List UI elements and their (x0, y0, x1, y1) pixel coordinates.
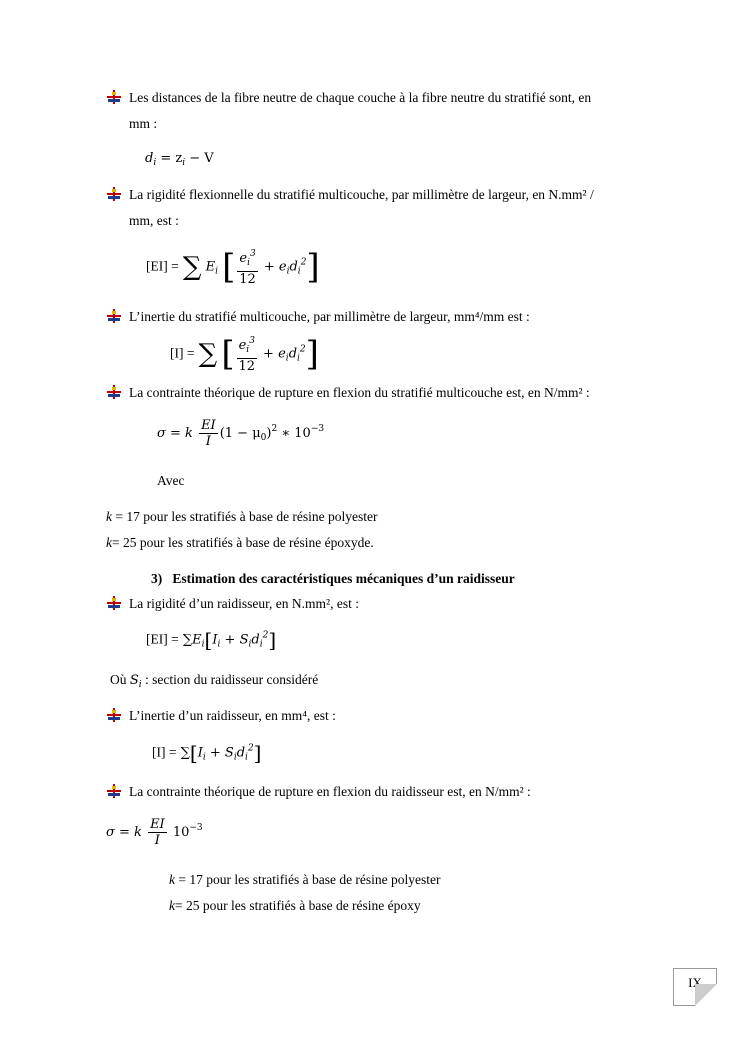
paragraph-line: La rigidité d’un raidisseur, en N.mm², est : (129, 596, 359, 611)
paragraph-line: L’inertie du stratifié multicouche, par millimètre de largeur, mm⁴/mm est : (129, 309, 530, 324)
k-epoxyde-line: k= 25 pour les stratifiés à base de résine époxyde. (106, 535, 374, 550)
bullet-icon (107, 90, 121, 104)
formula-di: $d_i = z_i - V$ (145, 151, 214, 168)
paragraph-line: L’inertie d’un raidisseur, en mm⁴, est : (129, 708, 336, 723)
bullet-icon (107, 385, 121, 399)
k-epoxy-line: k= 25 pour les stratifiés à base de résine époxy (169, 898, 421, 913)
paragraph-line: La contrainte théorique de rupture en flexion du raidisseur est, en N/mm² : (129, 784, 531, 799)
paragraph-line: La contrainte théorique de rupture en flexion du stratifié multicouche est, en N/mm² : (129, 385, 590, 400)
bullet-icon (107, 708, 121, 722)
paragraph-line: mm : (129, 116, 158, 131)
page-fold-corner (695, 984, 717, 1006)
bullet-icon (107, 187, 121, 201)
page-number-box (673, 968, 717, 1006)
formula-sigma-laminate: σ = k $\frac{EI}{I}$ $(1 - \mu_0)^2$ ∗ $10^{-3}$ (157, 418, 325, 449)
paragraph-line: Les distances de la fibre neutre de chaque couche à la fibre neutre du stratifié sont, en (129, 90, 592, 105)
avec-label: Avec (157, 473, 185, 488)
formula-ei-laminate: [EI] = ∑ $E_i$ [ $\frac{e_i^3}{12}$ + $e_id_i^2$] (146, 247, 320, 287)
formula-i-stiffener: $[I] = \sum[I_i + S_id_i^2]$ (152, 741, 262, 765)
bullet-icon (107, 596, 121, 610)
k-polyester-line: k = 17 pour les stratifiés à base de résine polyester (106, 509, 378, 524)
bullet-icon (107, 309, 121, 323)
paragraph-line: La rigidité flexionnelle du stratifié multicouche, par millimètre de largeur, en N.mm² / (129, 187, 594, 202)
section-definition: Où $S_i$ : section du raidisseur considéré (110, 672, 319, 690)
page-number: IX (688, 975, 702, 990)
formula-ei-stiffener: $[EI] = \sum E_i[I_i + S_id_i^2]$ (146, 628, 277, 652)
formula-i-laminate: [I] = ∑ [ $\frac{e_i^3}{12}$ + $e_id_i^2$] (170, 334, 319, 374)
section-heading: 3) Estimation des caractéristiques mécaniques d’un raidisseur (151, 571, 515, 586)
k-polyester-line: k = 17 pour les stratifiés à base de résine polyester (169, 872, 441, 887)
paragraph-line: mm, est : (129, 213, 179, 228)
formula-sigma-stiffener: σ = k $\frac{EI}{I}$ $10^{-3}$ (106, 817, 203, 848)
bullet-icon (107, 784, 121, 798)
